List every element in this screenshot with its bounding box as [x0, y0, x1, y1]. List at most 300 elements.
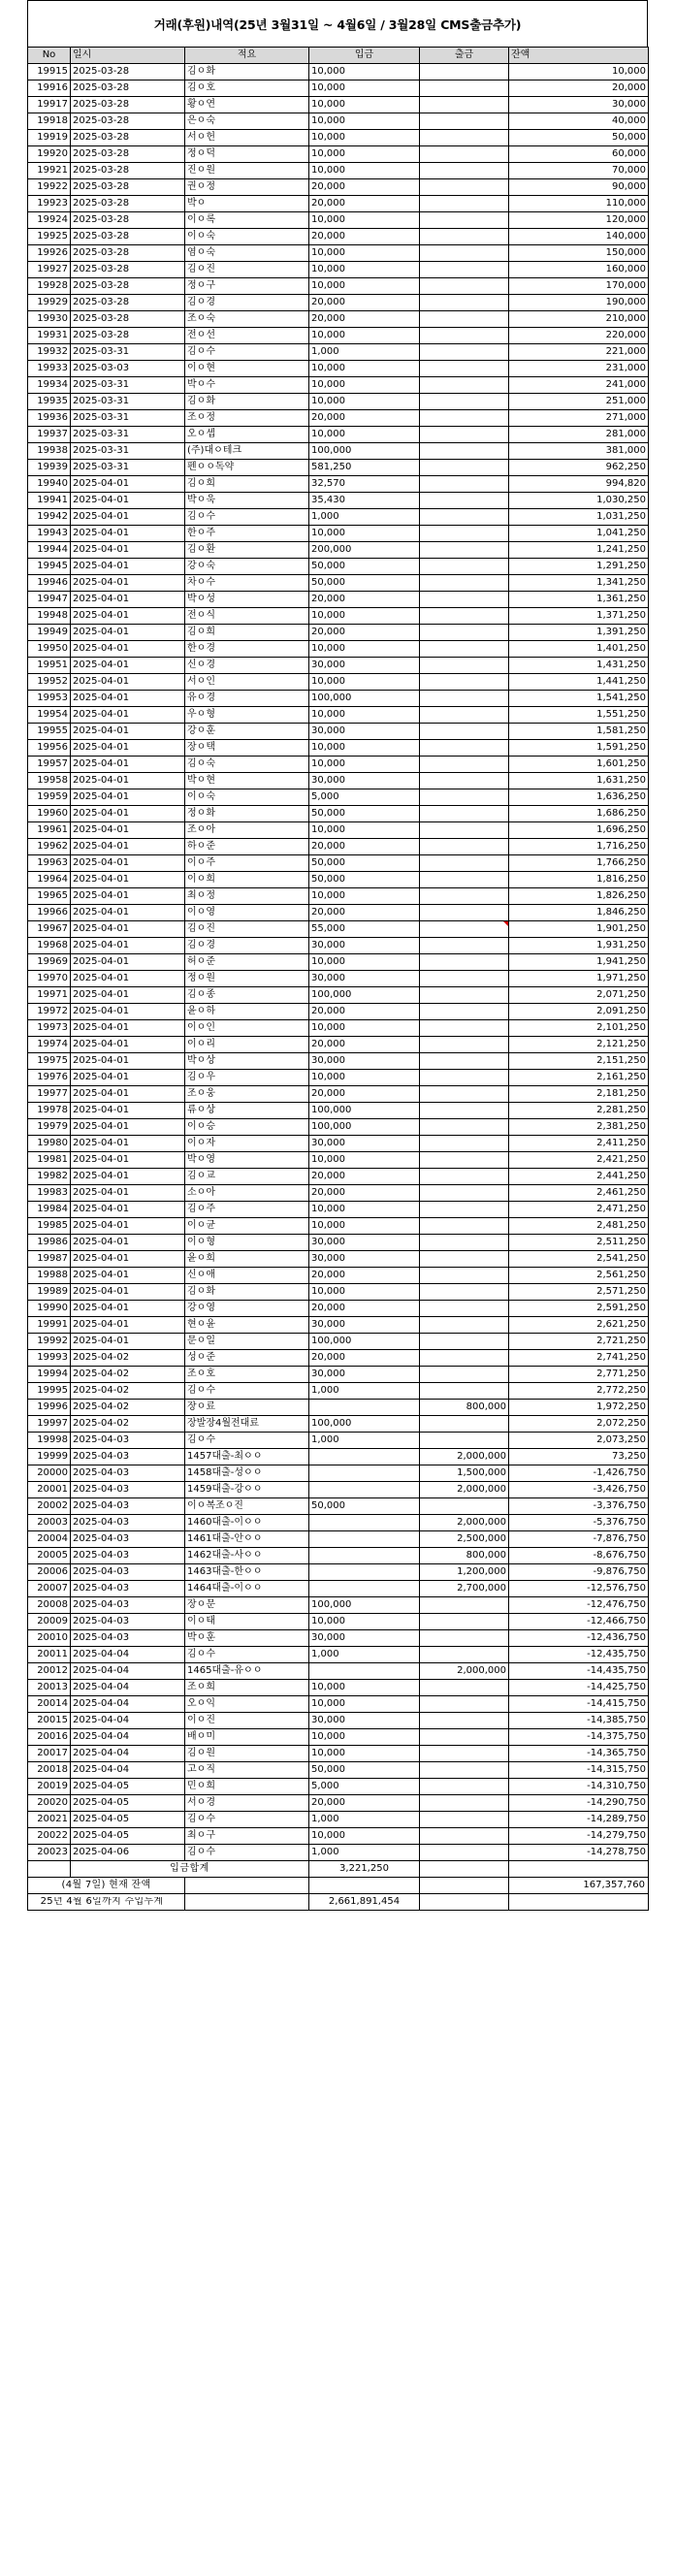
- table-row: [28, 1103, 649, 1119]
- cumulative-income-row: [28, 1894, 649, 1911]
- cell-description: 김ㅇ숙: [185, 757, 309, 773]
- cell-deposit: 20,000: [309, 839, 420, 855]
- table-row: [28, 1202, 649, 1218]
- table-row: [28, 1053, 649, 1070]
- cell-balance: -1,426,750: [509, 1465, 649, 1482]
- cell-date: 2025-04-01: [71, 822, 185, 839]
- cell-no: 20009: [28, 1614, 71, 1630]
- cell-balance: 2,281,250: [509, 1103, 649, 1119]
- cell-withdrawal: 2,000,000: [420, 1663, 509, 1680]
- cell-deposit: 10,000: [309, 278, 420, 295]
- table-footer: [28, 1861, 649, 1911]
- cell-deposit: 10,000: [309, 328, 420, 344]
- cell-withdrawal: [420, 1053, 509, 1070]
- cell-balance: 1,901,250: [509, 921, 649, 938]
- cell-description: 신ㅇ애: [185, 1268, 309, 1284]
- cell-description: 이ㅇ희: [185, 872, 309, 888]
- cell-date: 2025-04-03: [71, 1433, 185, 1449]
- cell-withdrawal: [420, 921, 509, 938]
- cell-description: 박ㅇ훈: [185, 1630, 309, 1647]
- cell-no: 20000: [28, 1465, 71, 1482]
- cell-balance: 20,000: [509, 80, 649, 97]
- cell-description: 정ㅇ구: [185, 278, 309, 295]
- cell-deposit: 50,000: [309, 1762, 420, 1779]
- cell-deposit: [309, 1465, 420, 1482]
- cell-date: 2025-03-31: [71, 344, 185, 361]
- cell-no: 19959: [28, 789, 71, 806]
- cell-description: 김ㅇ희: [185, 476, 309, 493]
- cell-withdrawal: [420, 212, 509, 229]
- cell-no: 19981: [28, 1152, 71, 1169]
- cell-withdrawal: 1,500,000: [420, 1465, 509, 1482]
- cell-withdrawal: [420, 789, 509, 806]
- table-row: [28, 872, 649, 888]
- table-row: [28, 608, 649, 625]
- table-row: [28, 1301, 649, 1317]
- cell-date: 2025-04-02: [71, 1350, 185, 1367]
- table-row: [28, 641, 649, 658]
- cell-no: 19965: [28, 888, 71, 905]
- cell-description: 1464대출-이ㅇㅇ: [185, 1581, 309, 1597]
- cell-balance: 110,000: [509, 196, 649, 212]
- cell-withdrawal: [420, 262, 509, 278]
- cell-description: 1462대출-사ㅇㅇ: [185, 1548, 309, 1564]
- cell-no: 19932: [28, 344, 71, 361]
- cell-date: 2025-04-01: [71, 740, 185, 757]
- cell-withdrawal: [420, 1334, 509, 1350]
- cell-withdrawal: [420, 130, 509, 146]
- cell-withdrawal: [420, 278, 509, 295]
- cell-balance: 231,000: [509, 361, 649, 377]
- cell-date: 2025-04-01: [71, 1070, 185, 1086]
- cell-deposit: 10,000: [309, 130, 420, 146]
- cell-date: 2025-04-01: [71, 806, 185, 822]
- cell-balance: 1,371,250: [509, 608, 649, 625]
- cell-date: 2025-04-01: [71, 1103, 185, 1119]
- cell-deposit: 50,000: [309, 806, 420, 822]
- cell-description: 이ㅇ균: [185, 1218, 309, 1235]
- cell-deposit: [309, 1548, 420, 1564]
- cell-deposit: 20,000: [309, 1350, 420, 1367]
- cell-date: 2025-04-01: [71, 1152, 185, 1169]
- cell-withdrawal: [420, 394, 509, 410]
- cell-balance: -14,315,750: [509, 1762, 649, 1779]
- cell-withdrawal: [420, 427, 509, 443]
- table-row: [28, 1400, 649, 1416]
- cell-withdrawal: [420, 542, 509, 559]
- cell-balance: -14,435,750: [509, 1663, 649, 1680]
- table-row: [28, 526, 649, 542]
- cell-date: 2025-04-01: [71, 1169, 185, 1185]
- cell-deposit: 30,000: [309, 1136, 420, 1152]
- cell-description: 권ㅇ정: [185, 179, 309, 196]
- cell-balance: 2,511,250: [509, 1235, 649, 1251]
- table-row: [28, 1367, 649, 1383]
- cell-deposit: 10,000: [309, 1152, 420, 1169]
- cell-deposit: 30,000: [309, 938, 420, 954]
- cell-withdrawal: [420, 987, 509, 1004]
- cell-balance: 2,072,250: [509, 1416, 649, 1433]
- cell-withdrawal: [420, 146, 509, 163]
- cell-deposit: 20,000: [309, 179, 420, 196]
- cell-deposit: 10,000: [309, 212, 420, 229]
- cell-withdrawal: [420, 97, 509, 113]
- cell-description: 김ㅇ화: [185, 1284, 309, 1301]
- column-header-withdrawal[interactable]: 출금: [420, 48, 509, 64]
- cell-balance: 2,772,250: [509, 1383, 649, 1400]
- cell-balance: 2,161,250: [509, 1070, 649, 1086]
- cell-description: 1460대출-이ㅇㅇ: [185, 1515, 309, 1531]
- table-row: [28, 377, 649, 394]
- cell-deposit: 20,000: [309, 1795, 420, 1812]
- cell-description: 김ㅇ원: [185, 1746, 309, 1762]
- cell-deposit: 10,000: [309, 245, 420, 262]
- cell-description: 이ㅇ숙: [185, 789, 309, 806]
- cell-date: 2025-03-28: [71, 212, 185, 229]
- cell-description: 황ㅇ연: [185, 97, 309, 113]
- cell-balance: 1,816,250: [509, 872, 649, 888]
- cell-deposit: 10,000: [309, 262, 420, 278]
- cumulative-income-blank-bal: [509, 1894, 649, 1911]
- cell-description: 장ㅇ택: [185, 740, 309, 757]
- cell-date: 2025-03-28: [71, 163, 185, 179]
- cell-deposit: 10,000: [309, 757, 420, 773]
- cell-description: 성ㅇ준: [185, 1350, 309, 1367]
- cell-withdrawal: [420, 938, 509, 954]
- table-row: [28, 493, 649, 509]
- cell-withdrawal: [420, 773, 509, 789]
- cell-description: 윤ㅇ희: [185, 1251, 309, 1268]
- cell-withdrawal: [420, 1251, 509, 1268]
- cell-no: 20017: [28, 1746, 71, 1762]
- cell-withdrawal: [420, 1169, 509, 1185]
- cell-date: 2025-04-02: [71, 1383, 185, 1400]
- cell-description: 이ㅇ승: [185, 1119, 309, 1136]
- cell-no: 19925: [28, 229, 71, 245]
- cell-no: 19988: [28, 1268, 71, 1284]
- cell-date: 2025-04-01: [71, 608, 185, 625]
- cell-balance: 1,971,250: [509, 971, 649, 987]
- cell-deposit: 10,000: [309, 888, 420, 905]
- cell-withdrawal: [420, 1119, 509, 1136]
- cell-withdrawal: [420, 476, 509, 493]
- cell-description: 1463대출-한ㅇㅇ: [185, 1564, 309, 1581]
- cell-deposit: [309, 1400, 420, 1416]
- cell-date: 2025-04-01: [71, 592, 185, 608]
- cell-deposit: 10,000: [309, 526, 420, 542]
- cell-deposit: 10,000: [309, 641, 420, 658]
- cell-withdrawal: [420, 1367, 509, 1383]
- cell-no: 19971: [28, 987, 71, 1004]
- cell-balance: 30,000: [509, 97, 649, 113]
- cell-no: 19923: [28, 196, 71, 212]
- cell-description: 강ㅇ훈: [185, 724, 309, 740]
- cell-withdrawal: [420, 1235, 509, 1251]
- cell-description: 1459대출-강ㅇㅇ: [185, 1482, 309, 1498]
- cell-balance: 1,581,250: [509, 724, 649, 740]
- column-header-date[interactable]: 일시: [71, 48, 185, 64]
- cell-withdrawal: [420, 1696, 509, 1713]
- cell-no: 19987: [28, 1251, 71, 1268]
- cell-deposit: 10,000: [309, 80, 420, 97]
- cell-date: 2025-04-03: [71, 1498, 185, 1515]
- cell-description: 정ㅇ원: [185, 971, 309, 987]
- table-row: [28, 1020, 649, 1037]
- cell-date: 2025-04-01: [71, 1185, 185, 1202]
- cell-withdrawal: [420, 658, 509, 674]
- cell-date: 2025-04-01: [71, 1136, 185, 1152]
- cell-date: 2025-04-01: [71, 921, 185, 938]
- cell-balance: 1,341,250: [509, 575, 649, 592]
- cell-date: 2025-04-04: [71, 1762, 185, 1779]
- cell-deposit: 20,000: [309, 1004, 420, 1020]
- cell-balance: 220,000: [509, 328, 649, 344]
- cell-deposit: 30,000: [309, 1235, 420, 1251]
- cell-deposit: 10,000: [309, 1284, 420, 1301]
- cell-date: 2025-04-01: [71, 1268, 185, 1284]
- table-row: [28, 229, 649, 245]
- cell-date: 2025-04-01: [71, 789, 185, 806]
- cell-balance: 170,000: [509, 278, 649, 295]
- cell-description: 김ㅇ환: [185, 542, 309, 559]
- cell-date: 2025-03-28: [71, 328, 185, 344]
- cell-withdrawal: 2,000,000: [420, 1482, 509, 1498]
- cell-description: 이ㅇ자: [185, 1136, 309, 1152]
- cell-date: 2025-03-28: [71, 113, 185, 130]
- cell-withdrawal: [420, 954, 509, 971]
- cell-date: 2025-04-01: [71, 971, 185, 987]
- cell-withdrawal: 2,500,000: [420, 1531, 509, 1548]
- cell-withdrawal: 1,200,000: [420, 1564, 509, 1581]
- cell-withdrawal: [420, 1498, 509, 1515]
- table-row: [28, 1268, 649, 1284]
- cell-withdrawal: [420, 80, 509, 97]
- cell-description: 김ㅇ화: [185, 394, 309, 410]
- cell-no: 19941: [28, 493, 71, 509]
- cell-description: 조ㅇ웅: [185, 1086, 309, 1103]
- cell-withdrawal: [420, 295, 509, 311]
- cell-deposit: 35,430: [309, 493, 420, 509]
- cell-withdrawal: [420, 905, 509, 921]
- cell-balance: 60,000: [509, 146, 649, 163]
- cell-no: 20015: [28, 1713, 71, 1729]
- cell-balance: 2,561,250: [509, 1268, 649, 1284]
- cell-balance: 962,250: [509, 460, 649, 476]
- table-row: [28, 476, 649, 493]
- cell-no: 19958: [28, 773, 71, 789]
- cell-deposit: 10,000: [309, 740, 420, 757]
- cell-no: 19977: [28, 1086, 71, 1103]
- cell-withdrawal: [420, 1812, 509, 1828]
- table-row: [28, 1086, 649, 1103]
- table-row: [28, 113, 649, 130]
- cell-withdrawal: [420, 1795, 509, 1812]
- cell-date: 2025-04-01: [71, 1301, 185, 1317]
- cell-description: 신ㅇ경: [185, 658, 309, 674]
- cell-balance: 1,631,250: [509, 773, 649, 789]
- cell-balance: 1,826,250: [509, 888, 649, 905]
- cell-description: 김ㅇ수: [185, 1383, 309, 1400]
- cell-withdrawal: [420, 822, 509, 839]
- cell-description: 이ㅇ인: [185, 1020, 309, 1037]
- cell-no: 19916: [28, 80, 71, 97]
- cell-no: 20004: [28, 1531, 71, 1548]
- cell-description: 정ㅇ덕: [185, 146, 309, 163]
- cell-balance: 1,041,250: [509, 526, 649, 542]
- cell-date: 2025-04-01: [71, 773, 185, 789]
- cell-deposit: 20,000: [309, 592, 420, 608]
- cell-no: 19967: [28, 921, 71, 938]
- cell-date: 2025-03-28: [71, 229, 185, 245]
- cell-deposit: 10,000: [309, 707, 420, 724]
- cell-balance: 281,000: [509, 427, 649, 443]
- current-balance-value: 167,357,760: [509, 1878, 649, 1894]
- cell-date: 2025-04-03: [71, 1449, 185, 1465]
- table-row: [28, 1498, 649, 1515]
- cell-date: 2025-04-01: [71, 625, 185, 641]
- cell-description: 김ㅇ주: [185, 1202, 309, 1218]
- cell-withdrawal: [420, 1202, 509, 1218]
- table-row: [28, 1449, 649, 1465]
- cell-description: 진ㅇ원: [185, 163, 309, 179]
- cell-withdrawal: [420, 1779, 509, 1795]
- table-row: [28, 658, 649, 674]
- table-row: [28, 1713, 649, 1729]
- cell-withdrawal: [420, 1630, 509, 1647]
- cell-description: 박ㅇ수: [185, 377, 309, 394]
- cell-no: 20006: [28, 1564, 71, 1581]
- cell-no: 19984: [28, 1202, 71, 1218]
- cell-balance: -12,476,750: [509, 1597, 649, 1614]
- cell-description: 김ㅇ수: [185, 1433, 309, 1449]
- cell-deposit: 10,000: [309, 1218, 420, 1235]
- table-row: [28, 1564, 649, 1581]
- cell-balance: 1,030,250: [509, 493, 649, 509]
- deposit-total-value: 3,221,250: [309, 1861, 420, 1878]
- cell-date: 2025-04-03: [71, 1482, 185, 1498]
- cell-deposit: 20,000: [309, 295, 420, 311]
- cell-withdrawal: [420, 641, 509, 658]
- cell-withdrawal: [420, 526, 509, 542]
- cell-withdrawal: [420, 855, 509, 872]
- cell-balance: 1,441,250: [509, 674, 649, 691]
- table-row: [28, 1334, 649, 1350]
- cell-balance: -3,426,750: [509, 1482, 649, 1498]
- cell-withdrawal: [420, 1218, 509, 1235]
- cell-withdrawal: [420, 509, 509, 526]
- cell-withdrawal: [420, 361, 509, 377]
- cell-balance: -14,279,750: [509, 1828, 649, 1845]
- cell-description: 하ㅇ준: [185, 839, 309, 855]
- cell-no: 19960: [28, 806, 71, 822]
- cell-deposit: 10,000: [309, 1746, 420, 1762]
- cell-deposit: [309, 1564, 420, 1581]
- cell-no: 19956: [28, 740, 71, 757]
- cell-deposit: 30,000: [309, 1251, 420, 1268]
- table-row: [28, 295, 649, 311]
- cell-no: 19974: [28, 1037, 71, 1053]
- cell-balance: 994,820: [509, 476, 649, 493]
- cell-withdrawal: 800,000: [420, 1548, 509, 1564]
- cell-date: 2025-03-28: [71, 295, 185, 311]
- cell-no: 19927: [28, 262, 71, 278]
- report-title-banner: [27, 0, 648, 47]
- cell-balance: 2,101,250: [509, 1020, 649, 1037]
- transaction-ledger-table: [27, 47, 649, 1911]
- cell-date: 2025-04-01: [71, 691, 185, 707]
- cell-deposit: 30,000: [309, 658, 420, 674]
- cell-date: 2025-04-01: [71, 674, 185, 691]
- cell-date: 2025-04-01: [71, 872, 185, 888]
- cell-description: 박ㅇ: [185, 196, 309, 212]
- cumulative-income-label: 25년 4월 6일까지 수입누계: [28, 1894, 185, 1911]
- cell-deposit: [309, 1531, 420, 1548]
- cell-no: 19928: [28, 278, 71, 295]
- column-header-desc[interactable]: 적요: [185, 48, 309, 64]
- table-row: [28, 1004, 649, 1020]
- cell-no: 19978: [28, 1103, 71, 1119]
- cell-withdrawal: [420, 971, 509, 987]
- table-row: [28, 1152, 649, 1169]
- table-row: [28, 938, 649, 954]
- cell-deposit: 50,000: [309, 575, 420, 592]
- cell-deposit: 50,000: [309, 559, 420, 575]
- cell-balance: 1,391,250: [509, 625, 649, 641]
- cell-deposit: 10,000: [309, 163, 420, 179]
- cell-no: 19993: [28, 1350, 71, 1367]
- cell-description: 최ㅇ정: [185, 888, 309, 905]
- table-row: [28, 806, 649, 822]
- cell-date: 2025-04-01: [71, 954, 185, 971]
- deposit-total-blank-bal: [509, 1861, 649, 1878]
- column-header-deposit[interactable]: 입금: [309, 48, 420, 64]
- cell-date: 2025-04-01: [71, 839, 185, 855]
- cell-description: 오ㅇ셉: [185, 427, 309, 443]
- cell-description: 현ㅇ윤: [185, 1317, 309, 1334]
- cell-withdrawal: [420, 377, 509, 394]
- cell-balance: 120,000: [509, 212, 649, 229]
- cell-withdrawal: [420, 1136, 509, 1152]
- cell-no: 19970: [28, 971, 71, 987]
- cell-no: 19918: [28, 113, 71, 130]
- cell-deposit: 100,000: [309, 691, 420, 707]
- cell-deposit: 1,000: [309, 1383, 420, 1400]
- cell-balance: 160,000: [509, 262, 649, 278]
- cell-description: 문ㅇ일: [185, 1334, 309, 1350]
- cell-date: 2025-04-01: [71, 707, 185, 724]
- cell-no: 19937: [28, 427, 71, 443]
- current-balance-row: [28, 1878, 649, 1894]
- table-row: [28, 1433, 649, 1449]
- cell-balance: -14,310,750: [509, 1779, 649, 1795]
- column-header-no[interactable]: No: [28, 48, 71, 64]
- table-row: [28, 1696, 649, 1713]
- cell-no: 19997: [28, 1416, 71, 1433]
- cell-date: 2025-03-28: [71, 196, 185, 212]
- cell-no: 19946: [28, 575, 71, 592]
- cell-deposit: 10,000: [309, 146, 420, 163]
- cell-no: 19924: [28, 212, 71, 229]
- table-row: [28, 1630, 649, 1647]
- table-row: [28, 427, 649, 443]
- cell-withdrawal: [420, 64, 509, 80]
- cell-withdrawal: 2,700,000: [420, 1581, 509, 1597]
- table-row: [28, 163, 649, 179]
- cell-balance: 2,741,250: [509, 1350, 649, 1367]
- cell-description: 차ㅇ수: [185, 575, 309, 592]
- cell-date: 2025-04-06: [71, 1845, 185, 1861]
- column-header-balance[interactable]: 잔액: [509, 48, 649, 64]
